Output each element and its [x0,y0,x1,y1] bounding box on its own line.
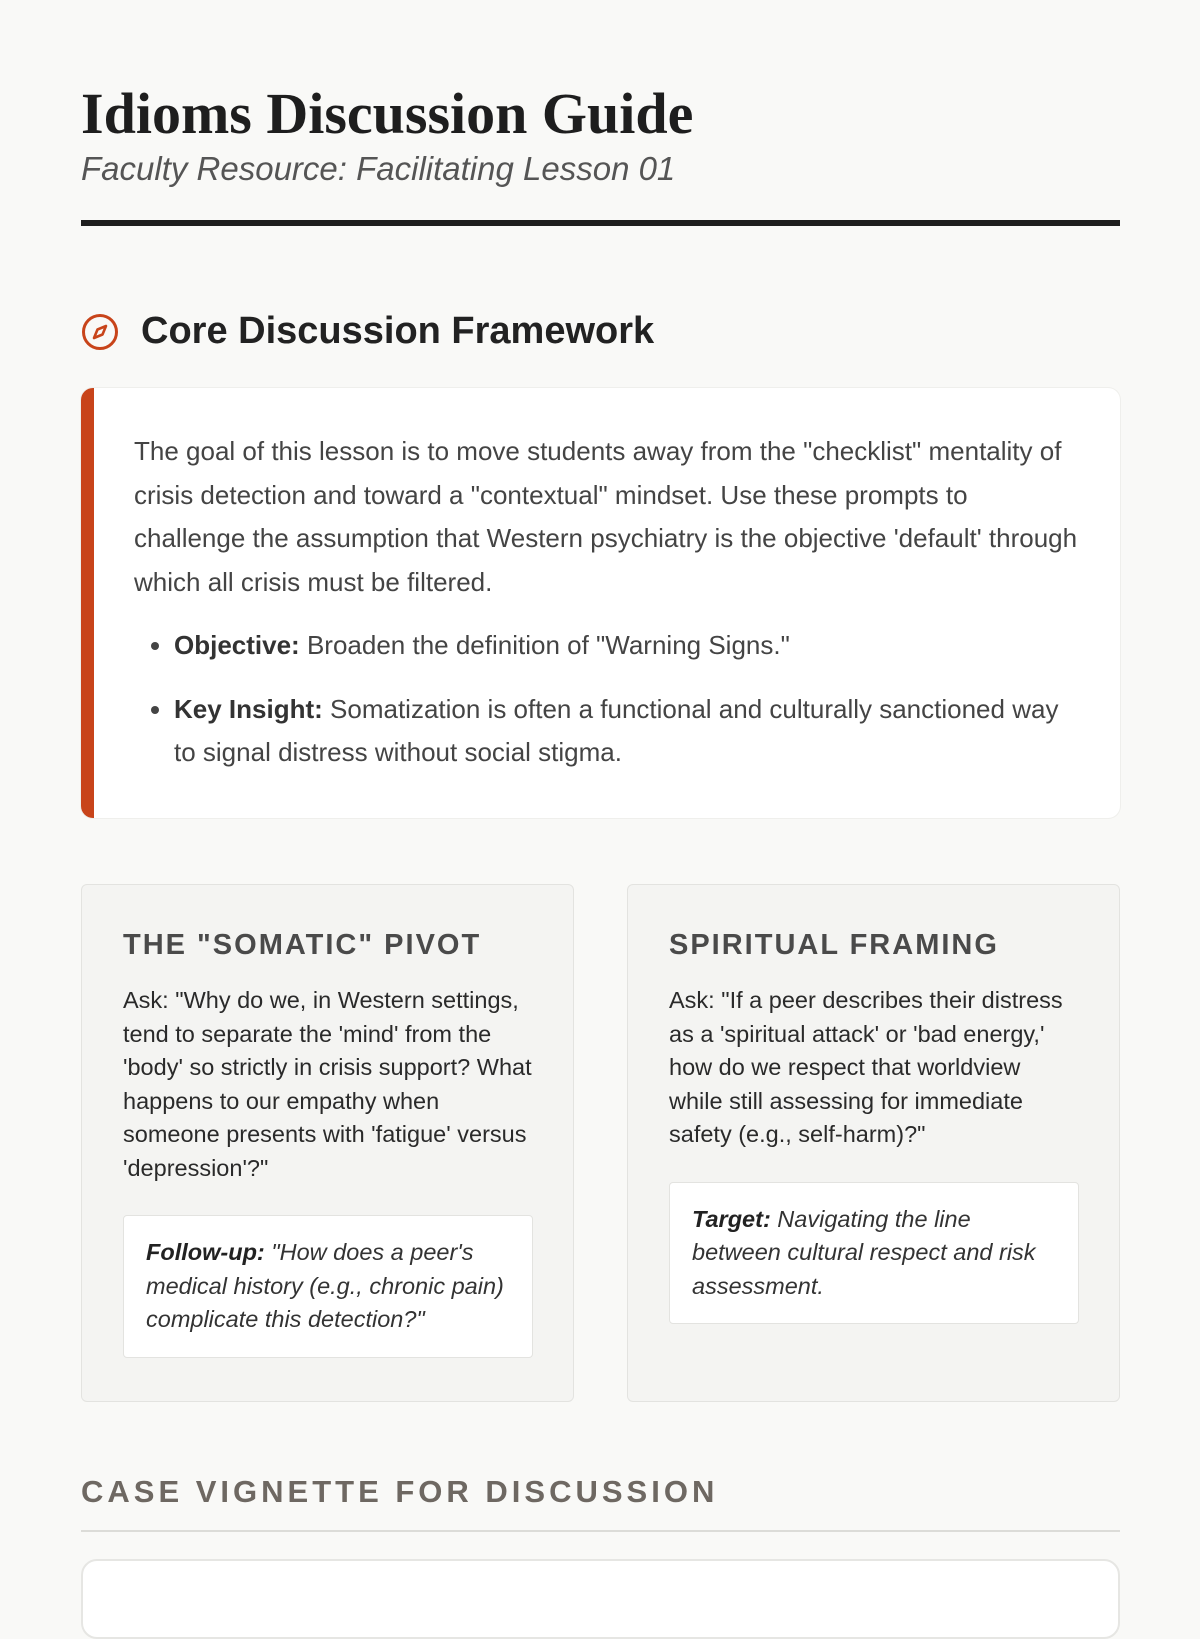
section-title: Core Discussion Framework [141,310,655,352]
bullet-text: Somatization is often a functional and culturally sanctioned way to signal distress without social stigma. [174,693,1059,767]
note-text: "How does a peer's medical history (e.g., chronic pain) complicate this detection?" [146,1239,504,1332]
vignette-heading: CASE VIGNETTE FOR DISCUSSION [81,1474,719,1509]
section-heading [81,310,654,353]
somatic-pivot-card [81,884,574,1402]
note-label: Target: [692,1205,771,1232]
card-note [669,1182,1079,1325]
core-intro: The goal of this lesson is to move students away from the "checklist" mentality of crisis detection and toward a "contextual" mindset. Use these prompts to challenge the assumption that Western psychiatry is the objective 'default' through which all crisis must be filtered. [134,436,1078,597]
card-body: Ask: "Why do we, in Western settings, tend to separate the 'mind' from the 'body' so strictly in crisis support? What happens to our empathy when someone presents with 'fatigue' versus 'depression'?" [123,987,532,1181]
card-note [123,1215,533,1358]
bullet-label: Objective: [174,630,300,660]
compass-icon [81,313,119,351]
bullet-objective [174,624,1080,668]
page-title: Idioms Discussion Guide [81,81,694,146]
spiritual-framing-card [627,884,1120,1402]
bullet-label: Key Insight: [174,693,323,724]
vignette-card [81,1559,1120,1639]
page-subtitle: Faculty Resource: Facilitating Lesson 01 [81,150,676,187]
core-framework-card [81,388,1120,818]
card-body: Ask: "If a peer describes their distress as a 'spiritual attack' or 'bad energy,' how do we respect that worldview while still assessing for immediate safety (e.g., self-harm)?" [669,987,1063,1147]
vignette-divider [81,1530,1120,1532]
header-divider [81,220,1120,226]
card-title: THE "SOMATIC" PIVOT [123,929,482,961]
note-label: Follow-up: [146,1239,265,1265]
core-bullets [134,624,1080,775]
bullet-key-insight [174,688,1080,775]
bullet-text: Broaden the definition of "Warning Signs." [299,630,790,660]
note-text: Navigating the line between cultural respect and risk assessment. [692,1205,1036,1299]
card-title: SPIRITUAL FRAMING [669,929,999,961]
